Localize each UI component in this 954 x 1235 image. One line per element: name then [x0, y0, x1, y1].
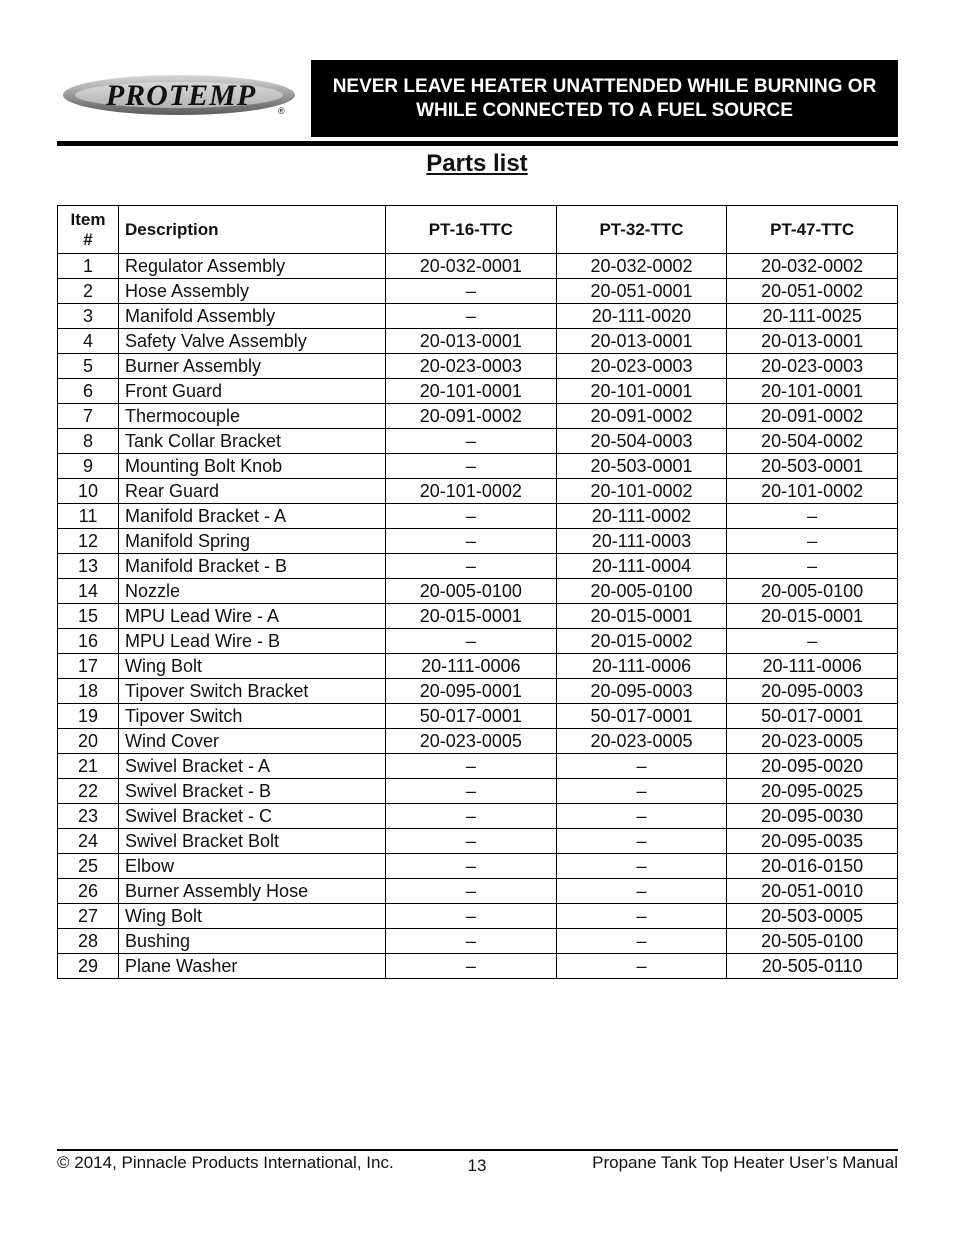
cell-description: Manifold Bracket - A	[119, 504, 386, 529]
cell-pt-32-ttc: 20-032-0002	[556, 254, 727, 279]
table-row	[58, 254, 898, 279]
cell-item: 8	[58, 429, 119, 454]
cell-item: 12	[58, 529, 119, 554]
page-title: Parts list	[426, 150, 528, 177]
cell-pt-16-ttc: 20-101-0002	[386, 479, 557, 504]
table-row	[58, 929, 898, 954]
cell-pt-32-ttc: 20-503-0001	[556, 454, 727, 479]
cell-pt-47-ttc: 20-023-0005	[727, 729, 898, 754]
warning-banner	[311, 60, 898, 137]
table-row	[58, 829, 898, 854]
table-row	[58, 779, 898, 804]
cell-description: Burner Assembly	[119, 354, 386, 379]
cell-pt-32-ttc: 20-015-0002	[556, 629, 727, 654]
table-row	[58, 579, 898, 604]
cell-pt-16-ttc: 20-111-0006	[386, 654, 557, 679]
cell-pt-32-ttc: 20-023-0003	[556, 354, 727, 379]
cell-pt-47-ttc: 20-032-0002	[727, 254, 898, 279]
cell-pt-16-ttc: –	[386, 804, 557, 829]
cell-pt-32-ttc: 20-111-0004	[556, 554, 727, 579]
header-description: Description	[119, 206, 386, 254]
cell-item: 15	[58, 604, 119, 629]
footer-divider	[57, 1149, 898, 1151]
cell-pt-16-ttc: –	[386, 954, 557, 979]
cell-pt-16-ttc: –	[386, 554, 557, 579]
table-row	[58, 304, 898, 329]
cell-pt-47-ttc: 20-095-0020	[727, 754, 898, 779]
cell-pt-16-ttc: –	[386, 754, 557, 779]
cell-pt-32-ttc: 20-101-0001	[556, 379, 727, 404]
cell-item: 26	[58, 879, 119, 904]
table-row	[58, 954, 898, 979]
cell-pt-32-ttc: –	[556, 804, 727, 829]
cell-description: Bushing	[119, 929, 386, 954]
cell-pt-47-ttc: 20-505-0100	[727, 929, 898, 954]
cell-pt-47-ttc: 20-095-0003	[727, 679, 898, 704]
table-row	[58, 604, 898, 629]
cell-item: 27	[58, 904, 119, 929]
cell-pt-16-ttc: –	[386, 429, 557, 454]
cell-pt-32-ttc: –	[556, 854, 727, 879]
cell-item: 9	[58, 454, 119, 479]
cell-item: 14	[58, 579, 119, 604]
cell-pt-32-ttc: 20-111-0003	[556, 529, 727, 554]
footer-copyright: © 2014, Pinnacle Products International, Inc.	[57, 1153, 394, 1172]
cell-item: 10	[58, 479, 119, 504]
cell-pt-16-ttc: 20-023-0005	[386, 729, 557, 754]
cell-pt-47-ttc: 20-505-0110	[727, 954, 898, 979]
cell-pt-16-ttc: –	[386, 454, 557, 479]
cell-pt-16-ttc: 20-015-0001	[386, 604, 557, 629]
cell-pt-47-ttc: –	[727, 504, 898, 529]
warning-line-1: NEVER LEAVE HEATER UNATTENDED WHILE BURNING OR	[332, 75, 877, 97]
cell-pt-32-ttc: 20-013-0001	[556, 329, 727, 354]
cell-item: 22	[58, 779, 119, 804]
cell-description: Manifold Spring	[119, 529, 386, 554]
table-row	[58, 804, 898, 829]
cell-pt-32-ttc: –	[556, 929, 727, 954]
cell-pt-32-ttc: 20-095-0003	[556, 679, 727, 704]
cell-pt-47-ttc: 20-095-0025	[727, 779, 898, 804]
cell-pt-16-ttc: 20-005-0100	[386, 579, 557, 604]
cell-pt-47-ttc: 20-095-0030	[727, 804, 898, 829]
cell-pt-47-ttc: 20-005-0100	[727, 579, 898, 604]
table-row	[58, 479, 898, 504]
cell-description: Wing Bolt	[119, 654, 386, 679]
cell-description: Thermocouple	[119, 404, 386, 429]
cell-pt-47-ttc: 20-051-0010	[727, 879, 898, 904]
table-header-row	[58, 206, 898, 254]
page-header	[57, 60, 898, 137]
cell-item: 11	[58, 504, 119, 529]
cell-description: Tank Collar Bracket	[119, 429, 386, 454]
cell-item: 23	[58, 804, 119, 829]
cell-pt-32-ttc: –	[556, 954, 727, 979]
cell-pt-32-ttc: 20-015-0001	[556, 604, 727, 629]
cell-item: 7	[58, 404, 119, 429]
table-row	[58, 704, 898, 729]
cell-pt-32-ttc: –	[556, 904, 727, 929]
cell-pt-16-ttc: –	[386, 879, 557, 904]
cell-item: 1	[58, 254, 119, 279]
cell-item: 17	[58, 654, 119, 679]
cell-description: Mounting Bolt Knob	[119, 454, 386, 479]
cell-description: Rear Guard	[119, 479, 386, 504]
cell-pt-16-ttc: 20-032-0001	[386, 254, 557, 279]
cell-item: 25	[58, 854, 119, 879]
cell-pt-16-ttc: –	[386, 529, 557, 554]
cell-pt-32-ttc: 20-005-0100	[556, 579, 727, 604]
cell-description: Burner Assembly Hose	[119, 879, 386, 904]
cell-item: 5	[58, 354, 119, 379]
cell-pt-32-ttc: 20-504-0003	[556, 429, 727, 454]
cell-pt-47-ttc: 20-051-0002	[727, 279, 898, 304]
cell-item: 28	[58, 929, 119, 954]
cell-pt-32-ttc: 20-091-0002	[556, 404, 727, 429]
cell-description: MPU Lead Wire - B	[119, 629, 386, 654]
cell-pt-16-ttc: 20-095-0001	[386, 679, 557, 704]
cell-description: Swivel Bracket - B	[119, 779, 386, 804]
cell-description: Plane Washer	[119, 954, 386, 979]
cell-pt-47-ttc: –	[727, 629, 898, 654]
table-row	[58, 904, 898, 929]
table-row	[58, 854, 898, 879]
table-row	[58, 754, 898, 779]
page-number: 13	[467, 1156, 487, 1175]
cell-pt-16-ttc: –	[386, 904, 557, 929]
cell-description: Swivel Bracket - C	[119, 804, 386, 829]
cell-item: 24	[58, 829, 119, 854]
table-row	[58, 354, 898, 379]
cell-pt-16-ttc: –	[386, 779, 557, 804]
cell-pt-47-ttc: 20-101-0001	[727, 379, 898, 404]
cell-description: Swivel Bracket - A	[119, 754, 386, 779]
cell-pt-32-ttc: 20-111-0006	[556, 654, 727, 679]
warning-line-2: WHILE CONNECTED TO A FUEL SOURCE	[416, 99, 793, 121]
cell-pt-32-ttc: –	[556, 879, 727, 904]
cell-pt-47-ttc: 20-016-0150	[727, 854, 898, 879]
cell-description: Manifold Bracket - B	[119, 554, 386, 579]
cell-item: 19	[58, 704, 119, 729]
cell-description: Elbow	[119, 854, 386, 879]
table-row	[58, 404, 898, 429]
cell-pt-47-ttc: 20-111-0025	[727, 304, 898, 329]
cell-description: Nozzle	[119, 579, 386, 604]
cell-pt-32-ttc: 20-111-0002	[556, 504, 727, 529]
cell-item: 21	[58, 754, 119, 779]
cell-item: 13	[58, 554, 119, 579]
cell-pt-47-ttc: 20-015-0001	[727, 604, 898, 629]
table-row	[58, 329, 898, 354]
cell-pt-47-ttc: 20-111-0006	[727, 654, 898, 679]
table-row	[58, 679, 898, 704]
registered-mark: ®	[278, 106, 285, 116]
cell-description: Manifold Assembly	[119, 304, 386, 329]
cell-pt-16-ttc: –	[386, 504, 557, 529]
table-row	[58, 379, 898, 404]
cell-item: 2	[58, 279, 119, 304]
table-row	[58, 554, 898, 579]
cell-description: Wing Bolt	[119, 904, 386, 929]
cell-description: Tipover Switch	[119, 704, 386, 729]
header-pt-16-ttc: PT-16-TTC	[386, 206, 557, 254]
cell-pt-32-ttc: –	[556, 829, 727, 854]
cell-pt-47-ttc: 20-013-0001	[727, 329, 898, 354]
cell-pt-47-ttc: –	[727, 554, 898, 579]
table-row	[58, 529, 898, 554]
logo-wordmark: PROTEMP	[105, 79, 257, 112]
cell-pt-16-ttc: 20-091-0002	[386, 404, 557, 429]
cell-pt-16-ttc: –	[386, 854, 557, 879]
cell-pt-16-ttc: –	[386, 829, 557, 854]
protemp-logo	[57, 60, 311, 137]
cell-description: Wind Cover	[119, 729, 386, 754]
cell-item: 16	[58, 629, 119, 654]
cell-description: Tipover Switch Bracket	[119, 679, 386, 704]
cell-pt-16-ttc: –	[386, 304, 557, 329]
cell-pt-32-ttc: 20-023-0005	[556, 729, 727, 754]
table-row	[58, 729, 898, 754]
cell-description: Swivel Bracket Bolt	[119, 829, 386, 854]
cell-pt-32-ttc: 20-101-0002	[556, 479, 727, 504]
cell-pt-47-ttc: 20-091-0002	[727, 404, 898, 429]
table-row	[58, 629, 898, 654]
cell-item: 29	[58, 954, 119, 979]
header-divider	[57, 141, 898, 146]
cell-pt-47-ttc: 20-023-0003	[727, 354, 898, 379]
cell-pt-16-ttc: –	[386, 929, 557, 954]
cell-pt-32-ttc: 20-111-0020	[556, 304, 727, 329]
table-row	[58, 429, 898, 454]
cell-description: Safety Valve Assembly	[119, 329, 386, 354]
table-row	[58, 454, 898, 479]
cell-pt-47-ttc: 20-503-0005	[727, 904, 898, 929]
cell-item: 18	[58, 679, 119, 704]
cell-pt-47-ttc: 50-017-0001	[727, 704, 898, 729]
table-row	[58, 504, 898, 529]
cell-pt-47-ttc: –	[727, 529, 898, 554]
table-row	[58, 279, 898, 304]
cell-pt-16-ttc: 50-017-0001	[386, 704, 557, 729]
cell-pt-16-ttc: –	[386, 279, 557, 304]
parts-table	[57, 205, 898, 979]
header-item: Item #	[58, 206, 119, 254]
cell-description: MPU Lead Wire - A	[119, 604, 386, 629]
footer-manual-title: Propane Tank Top Heater User’s Manual	[592, 1153, 898, 1172]
cell-item: 3	[58, 304, 119, 329]
cell-description: Regulator Assembly	[119, 254, 386, 279]
cell-pt-16-ttc: 20-101-0001	[386, 379, 557, 404]
cell-pt-32-ttc: –	[556, 754, 727, 779]
header-pt-47-ttc: PT-47-TTC	[727, 206, 898, 254]
cell-item: 20	[58, 729, 119, 754]
table-row	[58, 879, 898, 904]
cell-pt-32-ttc: 50-017-0001	[556, 704, 727, 729]
cell-pt-47-ttc: 20-101-0002	[727, 479, 898, 504]
cell-pt-32-ttc: –	[556, 779, 727, 804]
cell-pt-16-ttc: 20-023-0003	[386, 354, 557, 379]
cell-item: 6	[58, 379, 119, 404]
cell-pt-47-ttc: 20-095-0035	[727, 829, 898, 854]
table-row	[58, 654, 898, 679]
cell-item: 4	[58, 329, 119, 354]
header-pt-32-ttc: PT-32-TTC	[556, 206, 727, 254]
cell-pt-32-ttc: 20-051-0001	[556, 279, 727, 304]
cell-description: Front Guard	[119, 379, 386, 404]
cell-pt-47-ttc: 20-503-0001	[727, 454, 898, 479]
cell-description: Hose Assembly	[119, 279, 386, 304]
cell-pt-47-ttc: 20-504-0002	[727, 429, 898, 454]
parts-table-body	[58, 254, 898, 979]
cell-pt-16-ttc: 20-013-0001	[386, 329, 557, 354]
cell-pt-16-ttc: –	[386, 629, 557, 654]
